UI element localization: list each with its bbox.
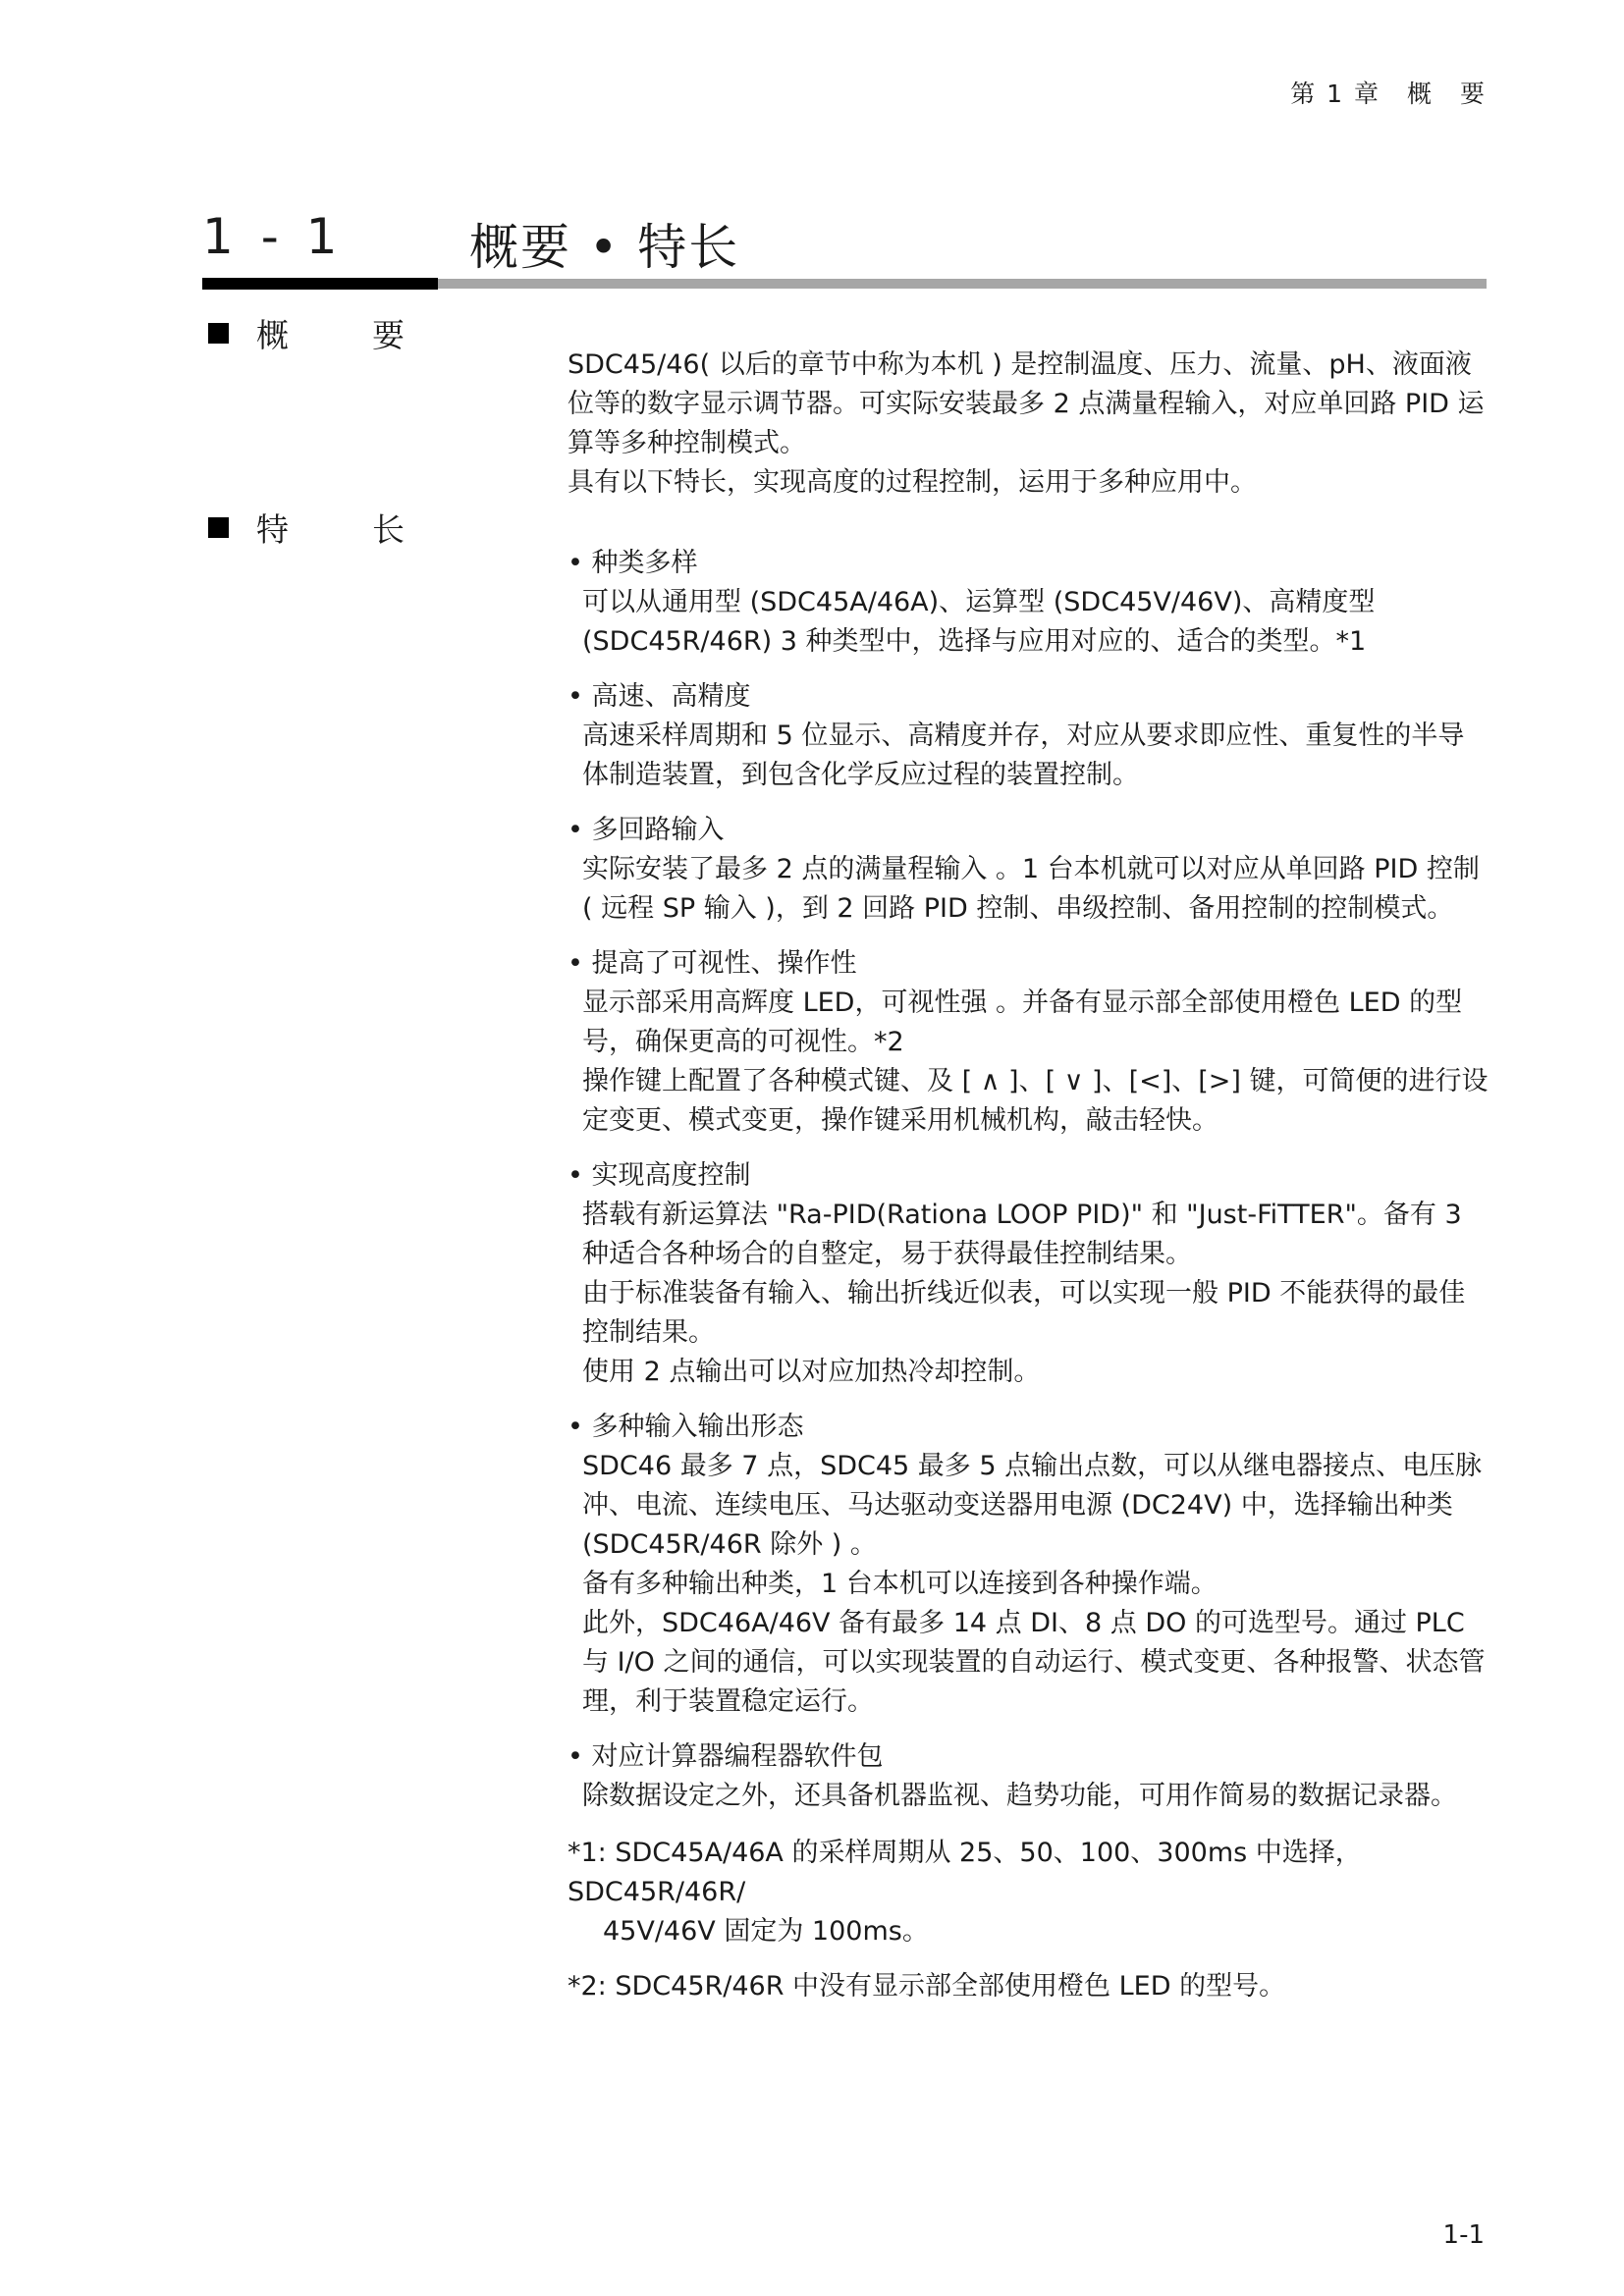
footnote-2: *2: SDC45R/46R 中没有显示部全部使用橙色 LED 的型号。 bbox=[568, 1971, 1286, 2002]
feature-title: • 提高了可视性、操作性 bbox=[568, 948, 857, 979]
feature-item bbox=[568, 944, 1490, 1141]
footnotes bbox=[568, 1834, 1490, 2006]
feature-item bbox=[568, 811, 1490, 929]
feature-line: 除数据设定之外，还具备机器监视、趋势功能，可用作简易的数据记录器。 bbox=[582, 1781, 1457, 1811]
footnote-line: *1: SDC45A/46A 的采样周期从 25、50、100、300ms 中选择，SDC45R/46R/ bbox=[568, 1838, 1362, 1907]
square-bullet-icon bbox=[208, 517, 229, 538]
feature-line: 可以从通用型 (SDC45A/46A)、运算型 (SDC45V/46V)、高精度型 (SDC45R/46R) 3 种类型中，选择与应用对应的、适合的类型。*1 bbox=[582, 587, 1376, 657]
feature-line: 由于标准装备有输入、输出折线近似表，可以实现一般 PID 不能获得的最佳控制结果。 bbox=[582, 1278, 1466, 1348]
feature-line: 操作键上配置了各种模式键、及 [ ∧ ]、[ ∨ ]、[<]、[>] 键，可简便的进行设定变更、模式变更，操作键采用机械机构，敲击轻快。 bbox=[582, 1066, 1489, 1136]
side-heading-features bbox=[208, 505, 430, 551]
feature-line: 显示部采用高辉度 LED，可视性强 。并备有显示部全部使用橙色 LED 的型号，确保更高的可视性。*2 bbox=[582, 988, 1463, 1057]
feature-line: 搭载有新运算法 "Ra-PID(Rationa LOOP PID)" 和 "Just-FiTTER"。备有 3 种适合各种场合的自整定，易于获得最佳控制结果。 bbox=[582, 1200, 1462, 1269]
running-header: 第 1 章 概 要 bbox=[1290, 80, 1487, 108]
overview-paragraph: SDC45/46( 以后的章节中称为本机 ) 是控制温度、压力、流量、pH、液面液位等的数字显示调节器。可实际安装最多 2 点满量程输入，对应单回路 PID 运算等多种控制模式。 bbox=[568, 349, 1485, 458]
feature-item bbox=[568, 1737, 1490, 1816]
feature-line: 高速采样周期和 5 位显示、高精度并存，对应从要求即应性、重复性的半导体制造装置，到包含化学反应过程的装置控制。 bbox=[582, 721, 1465, 790]
section-rule-black bbox=[202, 278, 438, 290]
feature-title: • 高速、高精度 bbox=[568, 681, 751, 712]
side-heading-label: 概 要 bbox=[256, 316, 430, 354]
feature-line: 备有多种输出种类，1 台本机可以连接到各种操作端。 bbox=[582, 1569, 1218, 1599]
feature-title: • 对应计算器编程器软件包 bbox=[568, 1741, 884, 1772]
section-title: 概要 • 特长 bbox=[469, 219, 740, 276]
feature-title: • 多回路输入 bbox=[568, 815, 725, 845]
section-rule-gray bbox=[438, 279, 1487, 289]
footnote-line: 45V/46V 固定为 100ms。 bbox=[603, 1916, 929, 1947]
feature-line: 此外，SDC46A/46V 备有最多 14 点 DI、8 点 DO 的可选型号。通过 PLC 与 I/O 之间的通信，可以实现装置的自动运行、模式变更、各种报警、状态管理，利于装置稳定运行。 bbox=[582, 1608, 1486, 1717]
body-text bbox=[568, 346, 1490, 2022]
overview-paragraph-2: 具有以下特长，实现高度的过程控制，运用于多种应用中。 bbox=[568, 467, 1257, 498]
feature-item bbox=[568, 677, 1490, 795]
feature-line: 使用 2 点输出可以对应加热冷却控制。 bbox=[582, 1357, 1041, 1387]
feature-title: • 多种输入输出形态 bbox=[568, 1412, 804, 1442]
feature-item bbox=[568, 1408, 1490, 1722]
section-number: 1 - 1 bbox=[202, 208, 344, 265]
footnote-1 bbox=[568, 1834, 1490, 1951]
feature-title: • 种类多样 bbox=[568, 548, 698, 578]
feature-title: • 实现高度控制 bbox=[568, 1160, 751, 1191]
feature-item bbox=[568, 544, 1490, 662]
side-heading-overview bbox=[208, 310, 430, 356]
feature-item bbox=[568, 1156, 1490, 1392]
feature-line: 实际安装了最多 2 点的满量程输入 。1 台本机就可以对应从单回路 PID 控制 ( 远程 SP 输入 )，到 2 回路 PID 控制、串级控制、备用控制的控制模式。 bbox=[582, 854, 1480, 924]
square-bullet-icon bbox=[208, 323, 229, 344]
side-heading-label: 特 长 bbox=[256, 510, 430, 549]
feature-line: SDC46 最多 7 点，SDC45 最多 5 点输出点数，可以从继电器接点、电压脉冲、电流、连续电压、马达驱动变送器用电源 (DC24V) 中，选择输出种类 (SDC45R/46R 除外 ) 。 bbox=[582, 1451, 1483, 1560]
page-number: 1-1 bbox=[1442, 2220, 1485, 2250]
